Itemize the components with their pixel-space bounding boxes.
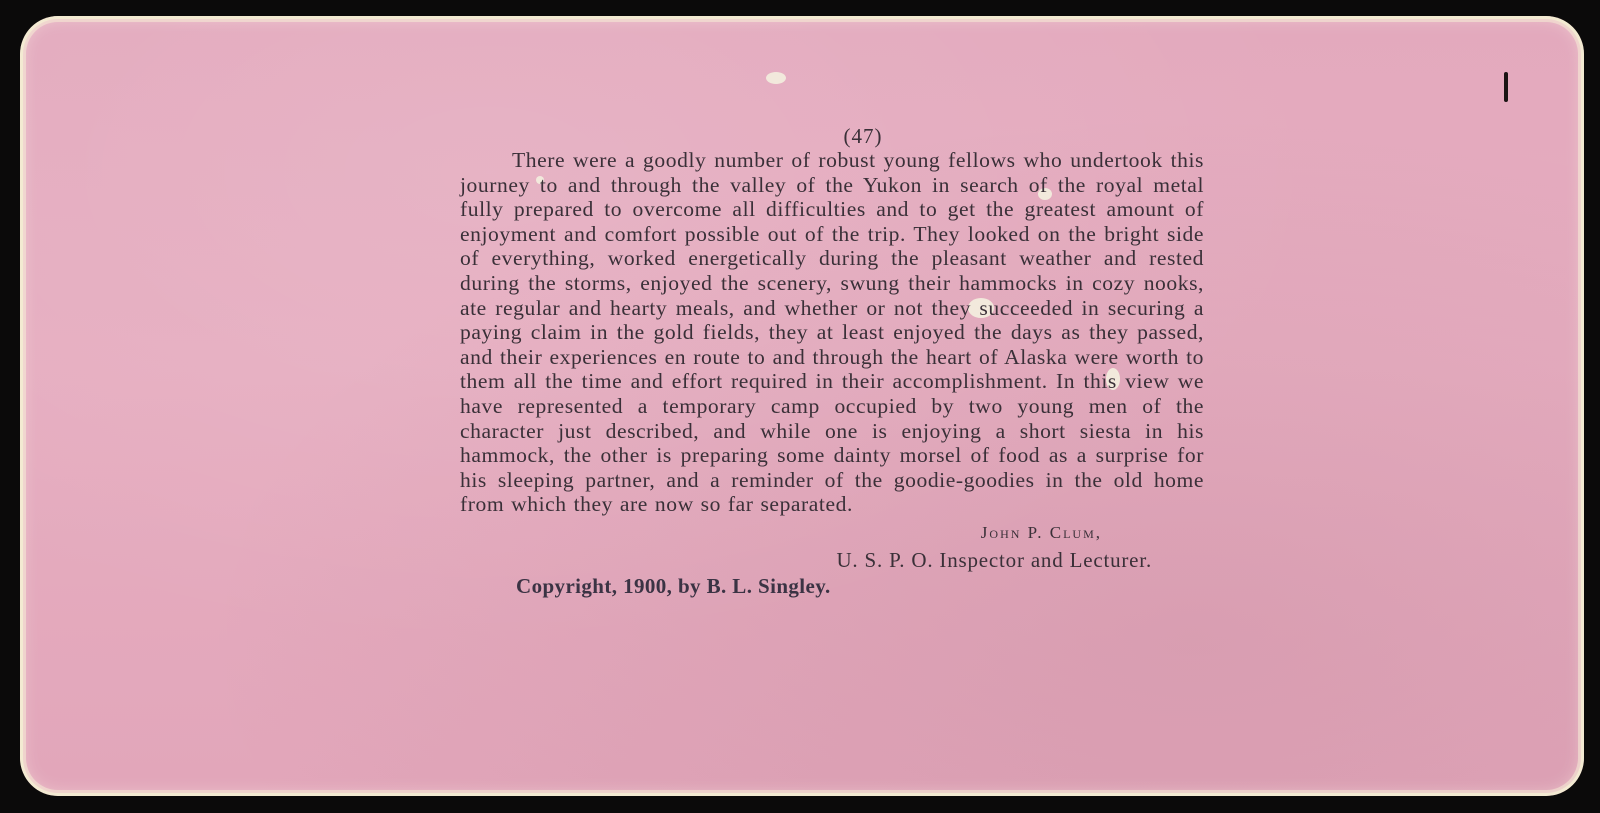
copyright-notice: Copyright, 1900, by B. L. Singley.: [516, 573, 831, 598]
paper-damage-spot: [766, 72, 786, 84]
card-text-block: [460, 124, 1204, 599]
author-signature: John P. Clum,: [980, 522, 1102, 542]
stereoview-card-back: [20, 16, 1584, 796]
narrative-paragraph: There were a goodly number of robust young fellows who undertook this journey to and through the valley of the Yukon in search of the royal metal fully prepared to overcome all difficulties and to get the greatest amount of enjoyment and comfort possible out of the trip. They looked on the bright side of everything, worked energetically during the pleasant weather and rested during the storms, enjoyed the scenery, swung their hammocks in cozy nooks, ate regular and hearty meals, and whether or not they succeeded in securing a paying claim in the gold fields, they at least enjoyed the days as they passed, and their experiences en route to and through the heart of Alaska were worth to them all the time and effort required in their accomplishment. In this view we have represented a temporary camp occupied by two young men of the character just described, and while one is enjoying a short siesta in his hammock, the other is preparing some dainty morsel of food as a surprise for his sleeping partner, and a reminder of the goodie-goodies in the old home from which they are now so far separated.: [460, 148, 1204, 517]
ink-mark: [1504, 72, 1508, 102]
author-title: U. S. P. O. Inspector and Lecturer.: [836, 547, 1152, 572]
card-number: (47): [843, 124, 883, 148]
